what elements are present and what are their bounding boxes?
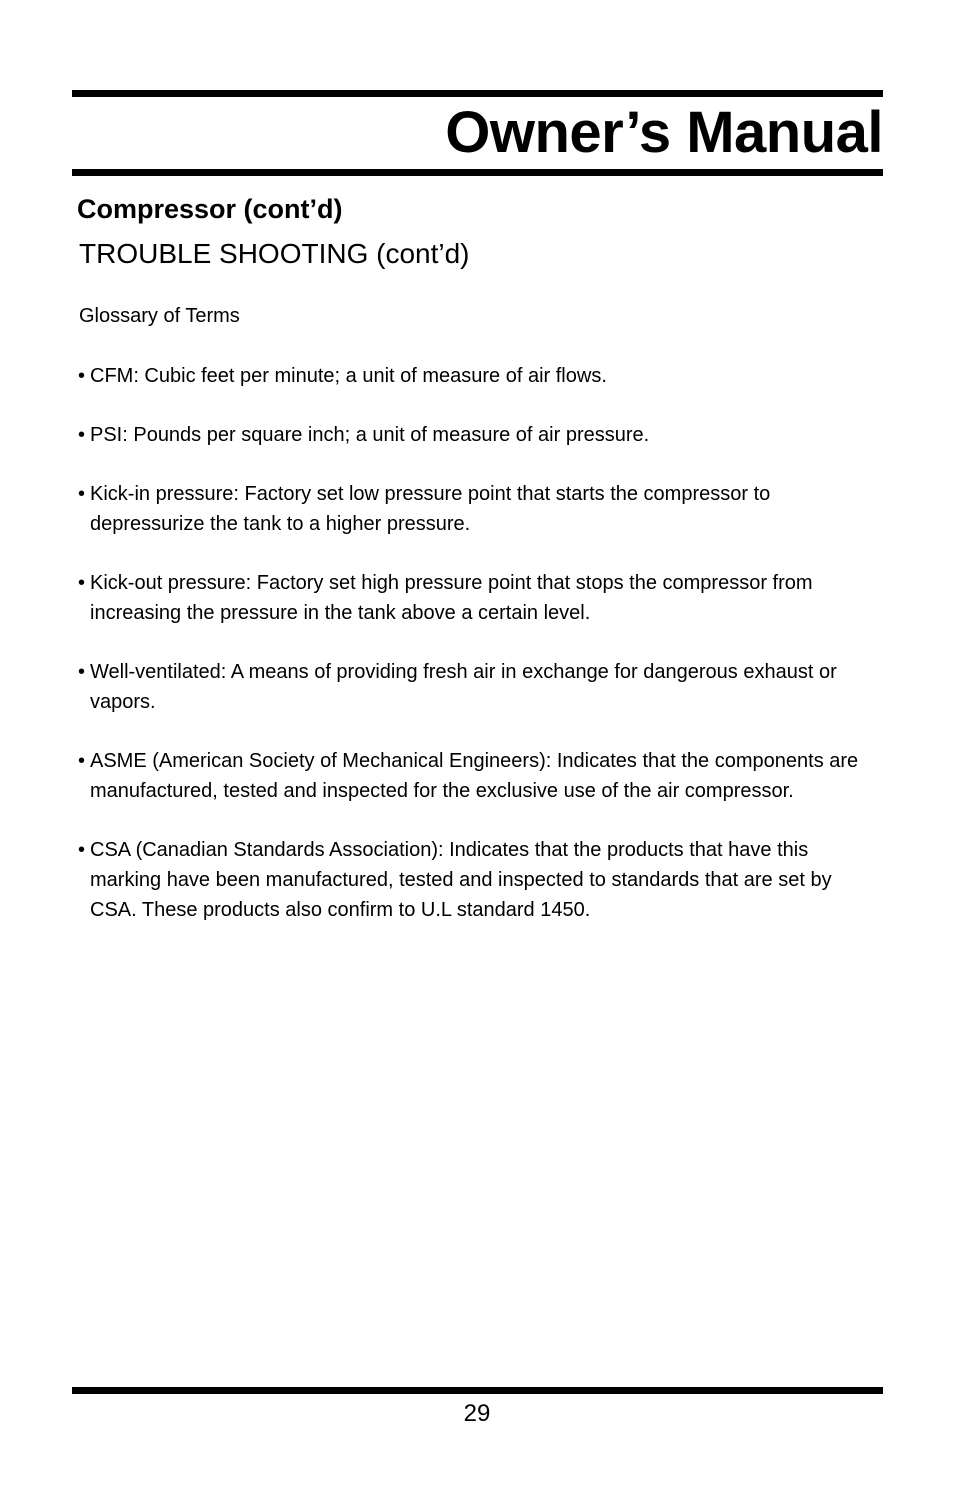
bullet-icon: • [78, 365, 86, 387]
bullet-icon: • [78, 424, 86, 446]
manual-title: Owner’s Manual [445, 100, 883, 165]
glossary-item-text: CFM: Cubic feet per minute; a unit of measure of air flows. [90, 365, 607, 387]
glossary-heading: Glossary of Terms [79, 305, 240, 327]
glossary-item-kick-in-pressure [78, 479, 878, 539]
glossary-item-text: Well-ventilated: A means of providing fresh air in exchange for dangerous exhaust or vapors. [90, 661, 837, 713]
footer-rule [72, 1387, 883, 1394]
bullet-icon: • [78, 750, 86, 772]
glossary-item-psi [78, 420, 878, 450]
bullet-icon: • [78, 661, 86, 683]
glossary-item-cfm [78, 361, 878, 391]
glossary-item-kick-out-pressure [78, 568, 878, 628]
glossary-item-text: ASME (American Society of Mechanical Engineers): Indicates that the components are manufactured, tested and inspected for the exclusive use of the air compressor. [90, 750, 859, 802]
bullet-icon: • [78, 839, 86, 861]
glossary-item-text: Kick-in pressure: Factory set low pressure point that starts the compressor to depressurize the tank to a higher pressure. [90, 483, 771, 535]
header-rule-top [72, 90, 883, 97]
glossary-item-text: Kick-out pressure: Factory set high pressure point that stops the compressor from increasing the pressure in the tank above a certain level. [90, 572, 813, 624]
subsection-title: TROUBLE SHOOTING (cont’d) [79, 238, 470, 269]
glossary-item-text: CSA (Canadian Standards Association): Indicates that the products that have this marking have been manufactured, tested and inspected to standards that are set by CSA. These products also confirm to U.L standard 1450. [90, 839, 832, 921]
page-number: 29 [463, 1400, 491, 1427]
glossary-item-text: PSI: Pounds per square inch; a unit of measure of air pressure. [90, 424, 650, 446]
glossary-item-csa [78, 835, 878, 925]
glossary-item-asme [78, 746, 878, 806]
section-title: Compressor (cont’d) [77, 194, 343, 224]
glossary-list [78, 361, 878, 954]
bullet-icon: • [78, 572, 86, 594]
bullet-icon: • [78, 483, 86, 505]
glossary-item-well-ventilated [78, 657, 878, 717]
header-rule-bottom [72, 169, 883, 176]
